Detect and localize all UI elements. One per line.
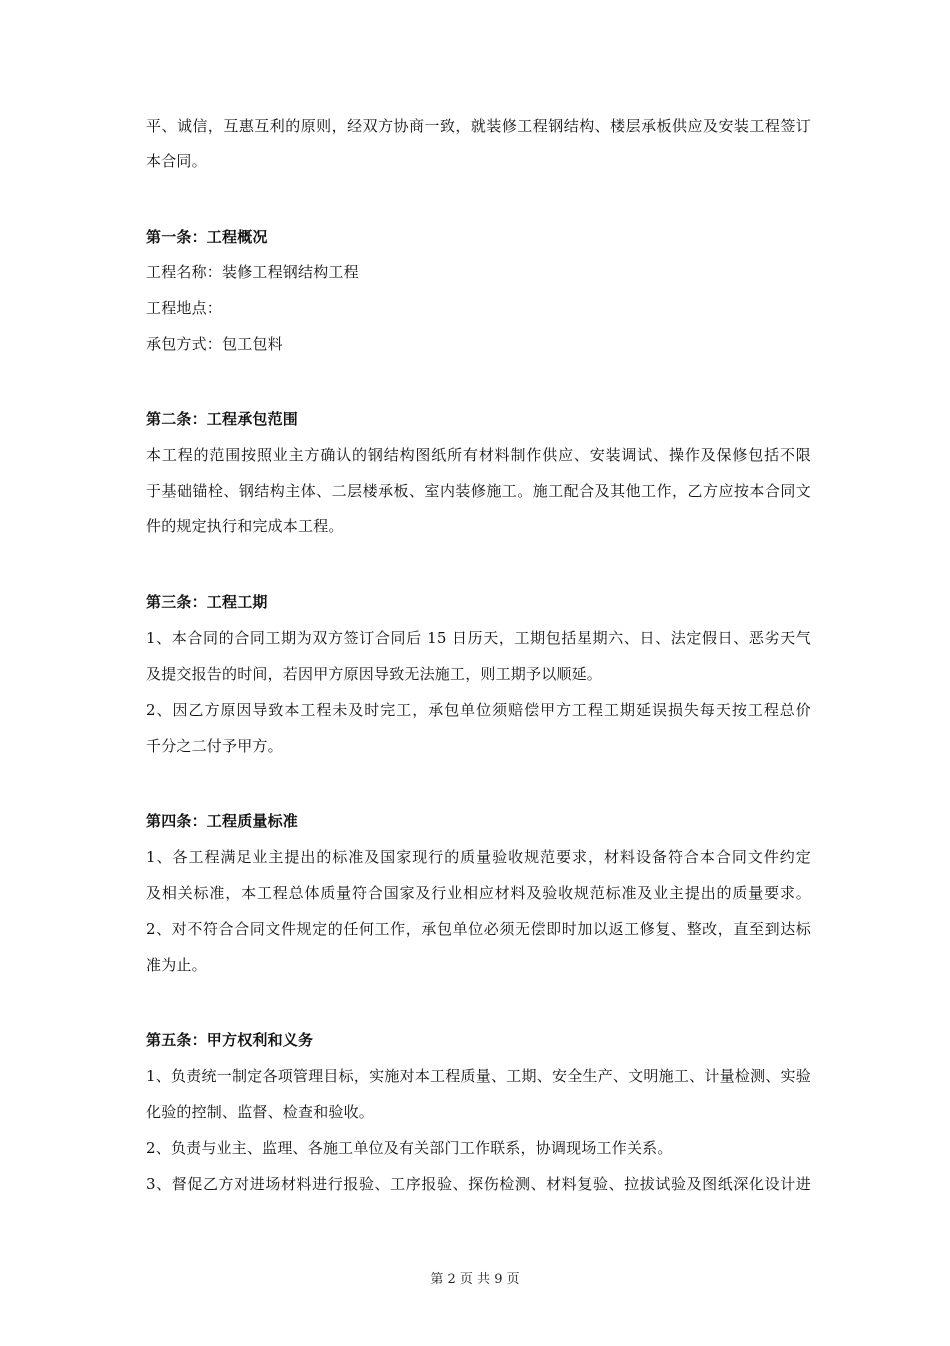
section-heading-2: 第二条：工程承包范围	[146, 410, 299, 428]
section-heading-3: 第三条：工程工期	[146, 593, 268, 611]
section-1-line-3: 承包方式：包工包料	[146, 335, 283, 353]
section-heading-5: 第五条：甲方权利和义务	[146, 1031, 314, 1049]
section-1-line-1: 工程名称：装修工程钢结构工程	[146, 263, 359, 281]
section-5-line-2: 化验的控制、监督、检查和验收。	[146, 1103, 375, 1121]
section-3-line-4: 千分之二付予甲方。	[146, 737, 283, 755]
intro-line-2: 本合同。	[146, 152, 207, 170]
section-3-line-1: 1、本合同的合同工期为双方签订合同后 15 日历天，工期包括星期六、日、法定假日、恶劣天气	[146, 629, 811, 647]
section-4-line-1: 1、各工程满足业主提出的标准及国家现行的质量验收规范要求，材料设备符合本合同文件约定	[146, 848, 811, 866]
section-4-line-4: 准为止。	[146, 956, 207, 974]
section-2-line-1: 本工程的范围按照业主方确认的钢结构图纸所有材料制作供应、安装调试、操作及保修包括不限	[146, 446, 811, 464]
section-1-line-2: 工程地点：	[146, 299, 223, 317]
section-5-line-3: 2、负责与业主、监理、各施工单位及有关部门工作联系，协调现场工作关系。	[146, 1139, 673, 1157]
section-heading-1: 第一条：工程概况	[146, 228, 268, 246]
section-heading-4: 第四条：工程质量标准	[146, 812, 299, 830]
section-2-line-2: 于基础锚栓、钢结构主体、二层楼承板、室内装修施工。施工配合及其他工作，乙方应按本合同文	[146, 482, 811, 500]
section-3-line-2: 及提交报告的时间，若因甲方原因导致无法施工，则工期予以顺延。	[146, 665, 603, 683]
section-4-line-3: 2、对不符合合同文件规定的任何工作，承包单位必须无偿即时加以返工修复、整改，直至到达标	[146, 920, 811, 938]
intro-line-1: 平、诚信，互惠互利的原则，经双方协商一致，就装修工程钢结构、楼层承板供应及安装工程签订	[146, 117, 811, 135]
section-4-line-2: 及相关标准，本工程总体质量符合国家及行业相应材料及验收规范标准及业主提出的质量要求。	[146, 884, 811, 902]
section-2-line-3: 件的规定执行和完成本工程。	[146, 517, 344, 535]
page-number-footer: 第 2 页 共 9 页	[430, 1272, 520, 1287]
section-5-line-4: 3、督促乙方对进场材料进行报验、工序报验、探伤检测、材料复验、拉拔试验及图纸深化设计进	[146, 1175, 811, 1193]
section-3-line-3: 2、因乙方原因导致本工程未及时完工，承包单位须赔偿甲方工程工期延误损失每天按工程总价	[146, 701, 811, 719]
section-5-line-1: 1、负责统一制定各项管理目标，实施对本工程质量、工期、安全生产、文明施工、计量检测、实验	[146, 1067, 811, 1085]
